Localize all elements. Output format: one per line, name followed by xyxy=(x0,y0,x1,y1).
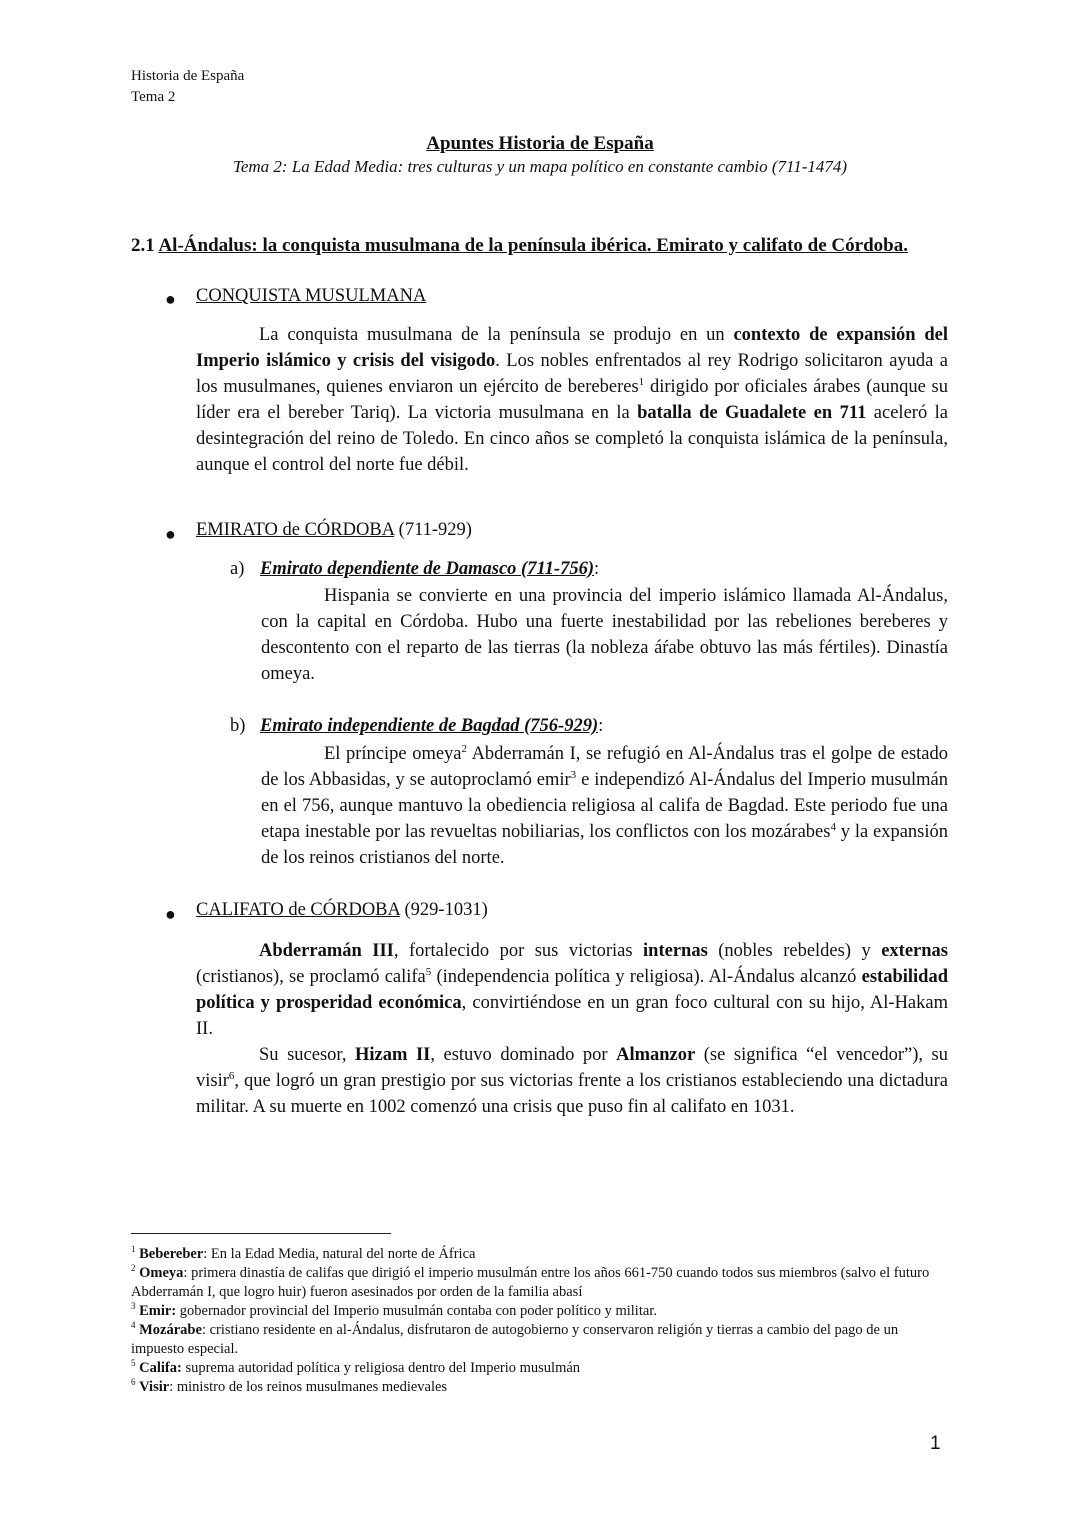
footnote-ref: 2 xyxy=(461,742,468,755)
footnote-number: 6 xyxy=(131,1377,136,1388)
bold-run: batalla de Guadalete en 711 xyxy=(637,403,867,423)
paragraph-califato xyxy=(196,938,948,1120)
heading-emirato xyxy=(196,520,472,541)
text-run: , convirtiéndose en un gran foco cultural con su hijo, Al-Hakam II. xyxy=(196,993,948,1039)
document-title: Apuntes Historia de España xyxy=(426,133,654,154)
subheading-title: Emirato dependiente de Damasco (711-756) xyxy=(260,559,594,579)
footnote-term: Emir: xyxy=(139,1303,177,1319)
bold-run: estabilidad política y prosperidad económica xyxy=(196,967,948,1013)
footnote-text: suprema autoridad política y religiosa dentro del Imperio musulmán xyxy=(181,1360,581,1376)
text-run: Abderramán I, se refugió en Al-Ándalus tras el golpe de estado de los Abbasidas, y se autoproclamó emir xyxy=(261,744,948,790)
text-run: (independencia política y religiosa). Al-Ándalus alcanzó xyxy=(431,967,862,987)
text-run: (nobles rebeldes) y xyxy=(707,941,882,961)
footnote-term: Mozárabe xyxy=(139,1322,202,1338)
page-number: 1 xyxy=(930,1433,941,1454)
heading-califato-label: CALIFATO de CÓRDOBA xyxy=(196,900,400,920)
header-subject: Historia de España xyxy=(131,68,245,84)
section-title-text: Al-Ándalus: la conquista musulmana de la península ibérica. Emirato y califato de Córdoba. xyxy=(158,235,908,256)
list-letter: a) xyxy=(230,559,245,579)
footnote-ref: 4 xyxy=(830,820,836,833)
text-run: dirigido por oficiales árabes (aunque su líder era el bereber Tariq). La victoria musulmana en la xyxy=(196,377,949,423)
bold-run: Hizam II xyxy=(355,1045,431,1065)
footnote-term: Omeya xyxy=(139,1265,184,1281)
heading-conquista xyxy=(196,286,426,307)
footnote-ref: 5 xyxy=(425,965,432,978)
footnote-item xyxy=(131,1321,931,1359)
footnote-term: Califa: xyxy=(139,1360,182,1376)
footnote-item xyxy=(131,1378,931,1397)
heading-califato xyxy=(196,900,488,921)
bullet-icon: ● xyxy=(165,289,176,309)
footnote-text: : cristiano residente en al-Ándalus, disfrutaron de autogobierno y conservaron religión y tierras a cambio del pago de un impuesto especial. xyxy=(131,1322,899,1357)
footnote-item xyxy=(131,1245,931,1264)
footnote-number: 1 xyxy=(131,1244,136,1255)
text-run: Su sucesor, xyxy=(259,1045,355,1065)
text-run: Hispania se convierte en una provincia del imperio islámico llamada Al-Ándalus, con la capital en Córdoba. Hubo una fuerte inestabilidad por las rebeliones bereberes y descontento con el reparto de las tierras (la nobleza áŕabe obtuvo las más fértiles). Dinastía omeya. xyxy=(261,586,948,684)
bold-run: Almanzor xyxy=(616,1045,696,1065)
footnote-item xyxy=(131,1302,931,1321)
footnote-text: : ministro de los reinos musulmanes medievales xyxy=(169,1379,448,1395)
text-run: . Los nobles enfrentados al rey Rodrigo solicitaron ayuda a los musulmanes, quienes enviaron un ejército de bereberes xyxy=(196,351,949,397)
text-run: , que logró un gran prestigio por sus victorias frente a los cristianos estableciendo una dictadura militar. A su muerte en 1002 comenzó una crisis que puso fin al califato en 1031. xyxy=(196,1071,948,1117)
bold-run: contexto de expansión del Imperio islámico y crisis del visigodo xyxy=(196,325,948,371)
footnote-ref: 6 xyxy=(228,1069,235,1082)
heading-emirato-label: EMIRATO de CÓRDOBA xyxy=(196,520,395,540)
footnote-term: Bebereber xyxy=(139,1246,204,1262)
paragraph-conquista xyxy=(196,322,948,478)
heading-emirato-dates: (711-929) xyxy=(394,520,472,540)
text-run: y la expansión de los reinos cristianos del norte. xyxy=(261,822,948,868)
footnote-item xyxy=(131,1359,931,1378)
footnotes xyxy=(131,1245,931,1397)
footnote-term: Visir xyxy=(139,1379,170,1395)
document-subtitle: Tema 2: La Edad Media: tres culturas y un mapa político en constante cambio (711-1474) xyxy=(232,157,848,176)
page-header xyxy=(131,66,244,108)
paragraph-emirato-b xyxy=(261,741,948,871)
footnote-ref: 1 xyxy=(638,375,645,388)
footnote-number: 3 xyxy=(131,1301,136,1312)
bullet-icon: ● xyxy=(165,904,176,924)
bold-run: internas xyxy=(643,941,708,961)
bold-run: Abderramán III xyxy=(259,941,394,961)
text-run: : xyxy=(594,559,600,579)
text-run: El príncipe omeya xyxy=(324,744,462,764)
text-run: e independizó Al-Ándalus del Imperio musulmán en el 756, aunque mantuvo la obediencia religiosa al califa de Bagdad. Este periodo fue una etapa inestable por las revueltas nobiliarias, los conflictos con los mozárabes xyxy=(261,770,948,842)
footnote-text: : En la Edad Media, natural del norte de África xyxy=(203,1246,476,1262)
text-run: La conquista musulmana de la península se produjo en un xyxy=(259,325,734,345)
list-letter: b) xyxy=(230,716,246,736)
bullet-icon: ● xyxy=(165,524,176,544)
section-heading xyxy=(131,235,908,257)
footnote-item xyxy=(131,1264,931,1302)
paragraph-emirato-a xyxy=(261,583,948,687)
footnote-number: 4 xyxy=(131,1320,136,1331)
heading-califato-dates: (929-1031) xyxy=(399,900,488,920)
footnote-ref: 3 xyxy=(570,768,577,781)
section-number: 2.1 xyxy=(131,235,155,256)
footnote-number: 2 xyxy=(131,1263,136,1274)
text-run: : xyxy=(598,716,604,736)
heading-conquista-label: CONQUISTA MUSULMANA xyxy=(196,286,427,306)
text-run: , fortalecido por sus victorias xyxy=(393,941,644,961)
text-run: (cristianos), se proclamó califa xyxy=(196,967,426,987)
header-topic: Tema 2 xyxy=(131,89,176,105)
footnote-number: 5 xyxy=(131,1358,136,1369)
footnote-divider xyxy=(131,1233,391,1234)
subheading-title: Emirato independiente de Bagdad (756-929) xyxy=(260,716,599,736)
text-run: aceleró la desintegración del reino de Toledo. En cinco años se completó la conquista islámica de la península, aunque el control del norte fue débil. xyxy=(196,403,948,475)
subheading-emirato-b xyxy=(230,716,603,737)
subheading-emirato-a xyxy=(230,559,599,580)
text-run: , estuvo dominado por xyxy=(430,1045,617,1065)
footnote-text: : primera dinastía de califas que dirigió el imperio musulmán entre los años 661-750 cuando todos sus miembros (salvo el futuro Abderramán I, que logro huir) fueron asesinados por orden de la familia abasí xyxy=(131,1265,930,1300)
text-run: (se significa “el vencedor”), su visir xyxy=(196,1045,949,1091)
bold-run: externas xyxy=(881,941,949,961)
footnote-text: gobernador provincial del Imperio musulmán contaba con poder político y militar. xyxy=(176,1303,657,1319)
